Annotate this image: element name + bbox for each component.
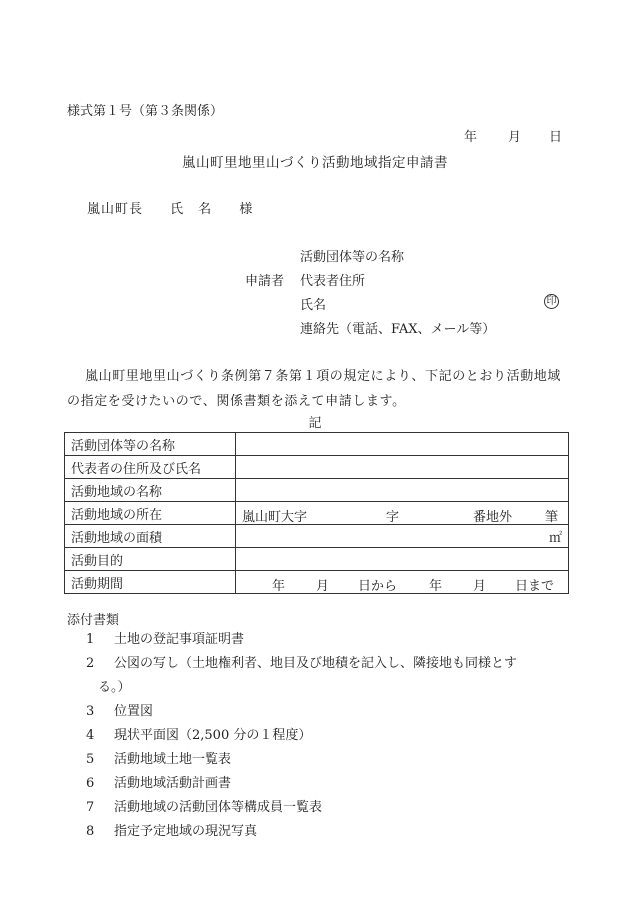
applicant-rep-address-label: 代表者住所 xyxy=(300,274,366,289)
list-item xyxy=(86,628,244,652)
attachment-number: 3 xyxy=(86,704,95,719)
addressee xyxy=(87,198,275,217)
attachment-number: 6 xyxy=(86,776,95,791)
attachment-number: 8 xyxy=(86,824,95,839)
loc-banchi-label: 番地外 xyxy=(473,510,513,525)
attachment-text-continued: る。） xyxy=(98,680,131,695)
loc-oaza-label: 嵐山町大字 xyxy=(242,510,308,525)
rep-label: 代表者の住所及び氏名 xyxy=(65,456,236,479)
attachment-text: 活動地域活動計画書 xyxy=(114,776,232,791)
period-month-end: 月 xyxy=(473,579,487,594)
date-day-label: 日 xyxy=(549,130,563,145)
date-month-label: 月 xyxy=(508,130,522,145)
attachment-text: 指定予定地域の現況写真 xyxy=(114,824,258,839)
list-item xyxy=(86,820,257,844)
list-item xyxy=(86,748,231,772)
unit-label: ㎡ xyxy=(548,530,562,546)
applicant-name-label: 氏名 xyxy=(300,298,327,313)
list-item xyxy=(86,700,153,724)
loc-aza-label: 字 xyxy=(386,510,400,525)
seal-mark: 印 xyxy=(544,294,559,309)
application-table xyxy=(64,432,569,594)
rep-cell[interactable] xyxy=(236,456,569,479)
list-item xyxy=(86,724,311,748)
purpose-cell[interactable] xyxy=(236,548,569,571)
table-row xyxy=(65,548,569,571)
org-name-cell[interactable] xyxy=(236,433,569,456)
addressee-name-label: 氏 名 xyxy=(170,202,213,217)
period-from: 日から xyxy=(358,579,398,594)
attachment-number: 4 xyxy=(86,728,95,743)
table-row xyxy=(65,571,569,594)
attachment-text: 活動地域の活動団体等構成員一覧表 xyxy=(114,800,323,815)
date-year-label: 年 xyxy=(464,130,478,145)
area-size-cell[interactable] xyxy=(236,525,569,548)
area-size-label: 活動地域の面積 xyxy=(65,525,236,548)
attachment-text: 現状平面図（2,500 分の１程度） xyxy=(114,728,312,743)
period-cell[interactable] xyxy=(236,571,569,594)
period-year-end: 年 xyxy=(429,579,443,594)
purpose-label: 活動目的 xyxy=(65,548,236,571)
document-title: 嵐山町里地里山づくり活動地域指定申請書 xyxy=(182,155,448,171)
attachment-text: 公図の写し（土地権利者、地目及び地積を記入し、隣接地も同様とす xyxy=(114,656,518,671)
table-row xyxy=(65,502,569,525)
form-number: 様式第１号（第３条関係） xyxy=(67,104,224,119)
attachment-number: 5 xyxy=(86,752,95,767)
mayor-label: 嵐山町長 xyxy=(87,202,144,217)
applicant-contact-label: 連絡先（電話、FAX、メール等） xyxy=(300,322,496,337)
attachment-number: 7 xyxy=(86,800,95,815)
location-cell[interactable] xyxy=(236,502,569,525)
list-item xyxy=(86,652,517,676)
area-name-cell[interactable] xyxy=(236,479,569,502)
attachment-text: 土地の登記事項証明書 xyxy=(114,632,245,647)
period-label: 活動期間 xyxy=(65,571,236,594)
applicant-org-name-label: 活動団体等の名称 xyxy=(300,250,405,265)
list-item xyxy=(86,772,231,796)
application-statement: 嵐山町里地里山づくり条例第７条第１項の規定により、下記のとおり活動地域の指定を受けたいので、関係書類を添えて申請します。 xyxy=(67,369,562,409)
attachment-number: 1 xyxy=(86,632,95,647)
table-row xyxy=(65,525,569,548)
period-month-start: 月 xyxy=(316,579,330,594)
applicant-label: 申請者 xyxy=(245,274,285,289)
table-row xyxy=(65,456,569,479)
location-label: 活動地域の所在 xyxy=(65,502,236,525)
attachment-number: 2 xyxy=(86,656,95,671)
table-row xyxy=(65,479,569,502)
ki-label: 記 xyxy=(308,416,322,431)
attachment-text: 位置図 xyxy=(114,704,154,719)
loc-hitsu-label: 筆 xyxy=(545,510,559,525)
attachment-text: 活動地域土地一覧表 xyxy=(114,752,232,767)
attachments-title: 添付書類 xyxy=(67,613,120,628)
period-year-start: 年 xyxy=(272,579,286,594)
honorific: 様 xyxy=(239,202,254,217)
list-item xyxy=(86,796,322,820)
org-name-label: 活動団体等の名称 xyxy=(65,433,236,456)
table-row xyxy=(65,433,569,456)
area-name-label: 活動地域の名称 xyxy=(65,479,236,502)
period-to: 日まで xyxy=(515,579,555,594)
